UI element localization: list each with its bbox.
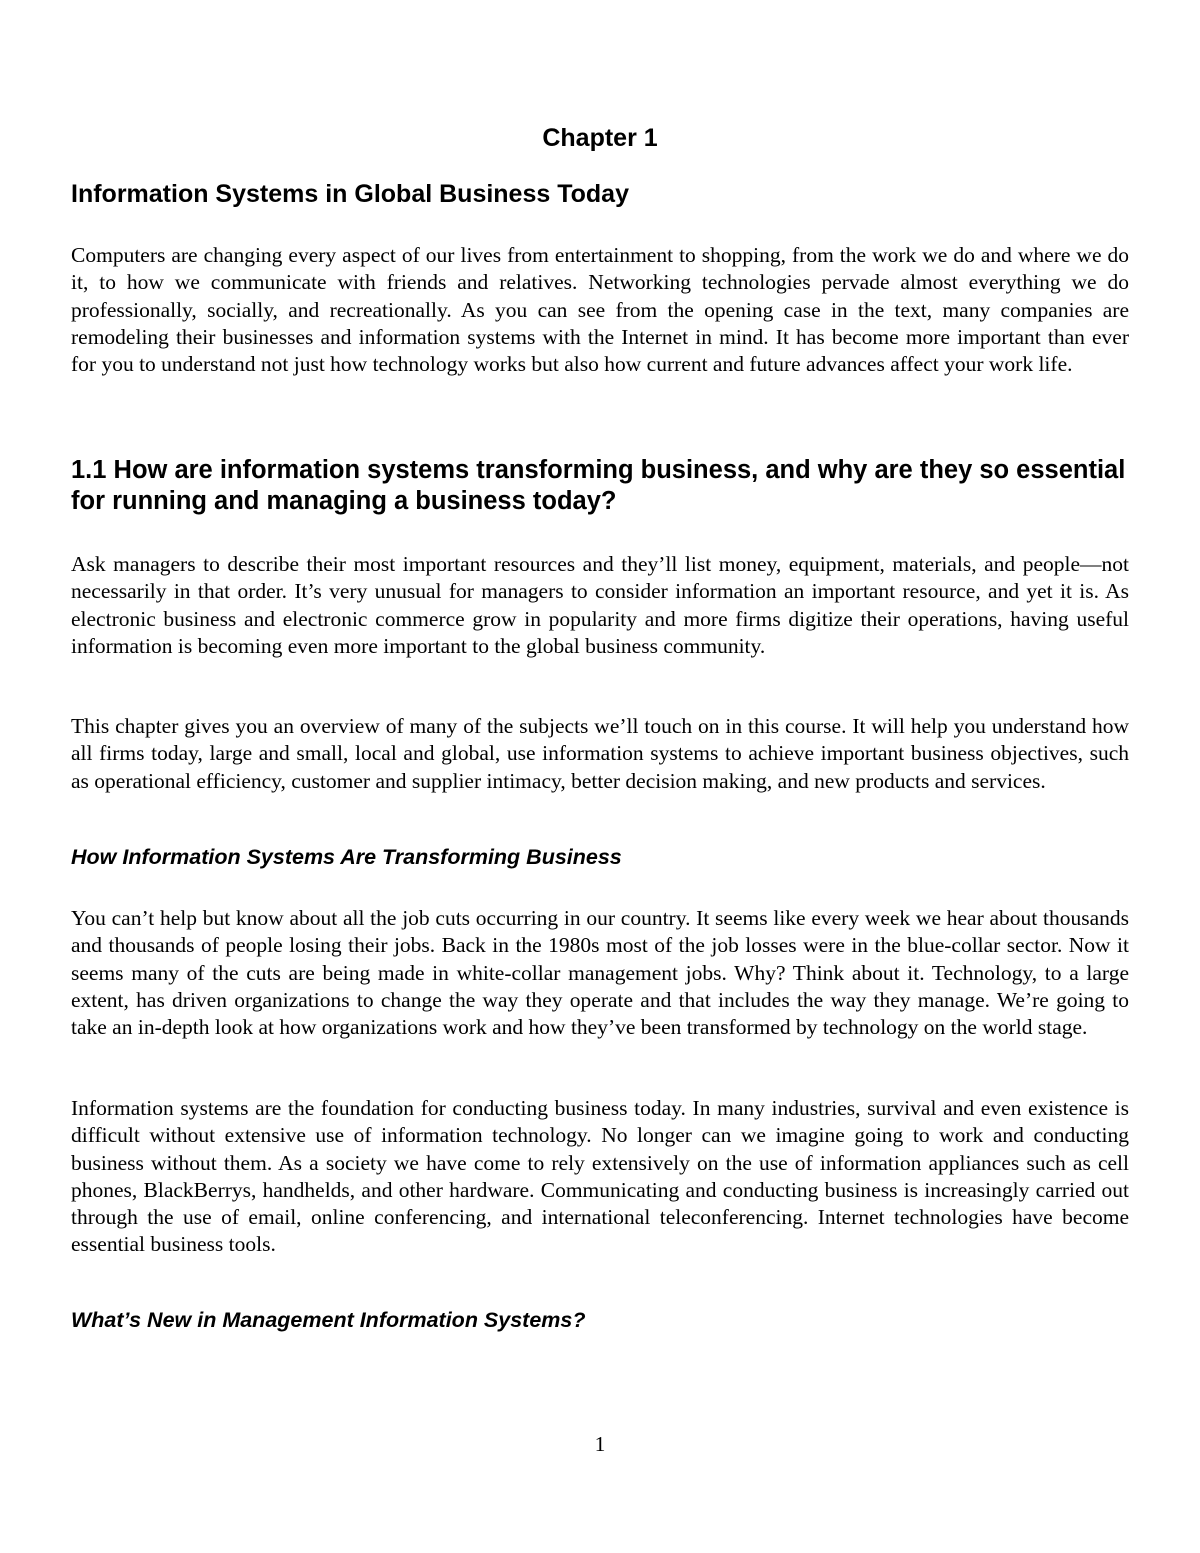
- paragraph-foundation: Information systems are the foundation for conducting business today. In many industries, survival and even existence is difficult without extensive use of information technology. No longer can we imagine going to work and conducting business without them. As a society we have come to rely extensively on the use of information appliances such as cell phones, BlackBerrys, handhelds, and other hardware. Communicating and conducting business is increasingly carried out through the use of email, online conferencing, and international teleconferencing. Internet technologies have become essential business tools.: [71, 1096, 1129, 1257]
- page-number: 1: [594, 1432, 606, 1456]
- chapter-title: Information Systems in Global Business Today: [71, 180, 629, 208]
- subheading-whats-new: What’s New in Management Information Systems?: [71, 1308, 586, 1332]
- document-page: [71, 0, 1129, 1553]
- subheading-transforming-business: How Information Systems Are Transforming Business: [71, 845, 622, 869]
- chapter-label: Chapter 1: [542, 124, 658, 152]
- intro-paragraph: Computers are changing every aspect of our lives from entertainment to shopping, from the work we do and where we do it, to how we communicate with friends and relatives. Networking technologies pervade almost everything we do professionally, socially, and recreationally. As you can see from the opening case in the text, many companies are remodeling their businesses and information systems with the Internet in mind. It has become more important than ever for you to understand not just how technology works but also how current and future advances affect your work life.: [71, 243, 1129, 377]
- paragraph-resources: Ask managers to describe their most important resources and they’ll list money, equipment, materials, and people—not necessarily in that order. It’s very unusual for managers to consider information an important resource, and yet it is. As electronic business and electronic commerce grow in popularity and more firms digitize their operations, having useful information is becoming even more important to the global business community.: [71, 552, 1129, 658]
- section-heading-1-1: 1.1 How are information systems transforming business, and why are they so essential for running and managing a business today?: [71, 456, 1126, 515]
- paragraph-job-cuts: You can’t help but know about all the job cuts occurring in our country. It seems like every week we hear about thousands and thousands of people losing their jobs. Back in the 1980s most of the job losses were in the blue-collar sector. Now it seems many of the cuts are being made in white-collar management jobs. Why? Think about it. Technology, to a large extent, has driven organizations to change the way they operate and that includes the way they manage. We’re going to take an in-depth look at how organizations work and how they’ve been transformed by technology on the world stage.: [71, 906, 1129, 1040]
- paragraph-chapter-overview: This chapter gives you an overview of many of the subjects we’ll touch on in this course. It will help you understand how all firms today, large and small, local and global, use information systems to achieve important business objectives, such as operational efficiency, customer and supplier intimacy, better decision making, and new products and services.: [71, 714, 1129, 793]
